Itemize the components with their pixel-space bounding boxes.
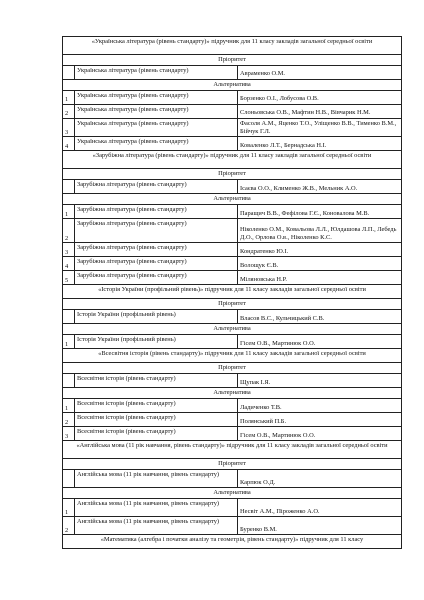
- section-title: «Зарубіжна література (рівень стандарту)» підручник для 11 класу закладів загальної середньої освіти: [63, 151, 402, 169]
- table-row: [63, 335, 402, 349]
- book-authors: Ладиченко Т.В.: [238, 399, 402, 413]
- table-row: [63, 219, 402, 243]
- book-title: Англійська мова (11 рік навчання, рівень стандарту): [75, 499, 238, 517]
- book-authors: Авраменко О.М.: [238, 66, 402, 80]
- table-row: [63, 427, 402, 441]
- table-row: [63, 499, 402, 517]
- row-number: [63, 180, 75, 194]
- table-row: [63, 105, 402, 119]
- textbook-selection-table: [62, 36, 402, 549]
- row-number: [63, 66, 75, 80]
- book-title: Історія України (профільний рівень): [75, 335, 238, 349]
- table-row: [63, 470, 402, 488]
- book-title: Українська література (рівень стандарту): [75, 137, 238, 151]
- book-authors: Ніколенко О.М., Ковальова Л.Л., Юлдашова Л.П., Лебедь Д.О., Орлова О.в., Ніколенко К.С.: [238, 219, 402, 243]
- book-title: Українська література (рівень стандарту): [75, 91, 238, 105]
- row-number: 1: [63, 335, 75, 349]
- row-number: 4: [63, 257, 75, 271]
- book-authors: Карпюк О.Д.: [238, 470, 402, 488]
- row-number: 3: [63, 119, 75, 137]
- book-title: Українська література (рівень стандарту): [75, 66, 238, 80]
- book-authors: Полянський П.Б.: [238, 413, 402, 427]
- book-title: Всесвітня історія (рівень стандарту): [75, 413, 238, 427]
- row-number: 1: [63, 399, 75, 413]
- book-title: Англійська мова (11 рік навчання, рівень стандарту): [75, 517, 238, 535]
- book-authors: Слоньовська О.В., Мафтин Н.В., Вівчарик Н.М.: [238, 105, 402, 119]
- book-authors: Фасоля А.М., Яценко Т.О., Уліщенко В.В., Тименко В.М., Бійчук Г.Л.: [238, 119, 402, 137]
- row-number: 4: [63, 137, 75, 151]
- section-title: «Англійська мова (11 рік навчання, рівень стандарту)» підручник для 11 класу закладів загальної середньої освіти: [63, 441, 402, 459]
- priority-label: Пріоритет: [63, 363, 402, 374]
- book-authors: Буренко В.М.: [238, 517, 402, 535]
- table-row: [63, 205, 402, 219]
- priority-label: Пріоритет: [63, 169, 402, 180]
- book-title: Зарубіжна література (рівень стандарту): [75, 205, 238, 219]
- book-authors: Несвіт А.М., Піроженко А.О.: [238, 499, 402, 517]
- priority-label: Пріоритет: [63, 459, 402, 470]
- book-authors: Міляновська Н.Р.: [238, 271, 402, 285]
- book-title: Зарубіжна література (рівень стандарту): [75, 219, 238, 243]
- book-authors: Щупак І.Я.: [238, 374, 402, 388]
- book-authors: Кондратенко Ю.І.: [238, 243, 402, 257]
- book-title: Історія України (профільний рівень): [75, 310, 238, 324]
- book-title: Зарубіжна література (рівень стандарту): [75, 180, 238, 194]
- book-title: Зарубіжна література (рівень стандарту): [75, 257, 238, 271]
- table-row: [63, 119, 402, 137]
- table-row: [63, 137, 402, 151]
- row-number: 1: [63, 205, 75, 219]
- book-authors: Власов В.С., Кульчицький С.В.: [238, 310, 402, 324]
- row-number: 2: [63, 517, 75, 535]
- row-number: 5: [63, 271, 75, 285]
- section-title: «Українська література (рівень стандарту)» підручник для 11 класу закладів загальної середньої освіти: [63, 37, 402, 55]
- book-authors: Гісем О.В., Мартинюк О.О.: [238, 427, 402, 441]
- table-row: [63, 91, 402, 105]
- table-row: [63, 180, 402, 194]
- row-number: 3: [63, 427, 75, 441]
- table-row: [63, 243, 402, 257]
- book-authors: Коваленко Л.Т., Бернадська Н.І.: [238, 137, 402, 151]
- row-number: 3: [63, 243, 75, 257]
- row-number: 1: [63, 91, 75, 105]
- row-number: 2: [63, 105, 75, 119]
- table-row: [63, 374, 402, 388]
- book-title: Англійська мова (11 рік навчання, рівень стандарту): [75, 470, 238, 488]
- table-row: [63, 66, 402, 80]
- table-row: [63, 271, 402, 285]
- section-title: «Історія України (профільний рівень)» підручник для 11 класу закладів загальної середньої освіти: [63, 285, 402, 299]
- book-title: Зарубіжна література (рівень стандарту): [75, 243, 238, 257]
- book-authors: Борзенко О.І., Лобусова О.В.: [238, 91, 402, 105]
- book-title: Всесвітня історія (рівень стандарту): [75, 374, 238, 388]
- table-row: [63, 310, 402, 324]
- row-number: [63, 374, 75, 388]
- table-row: [63, 413, 402, 427]
- row-number: 2: [63, 413, 75, 427]
- book-authors: Гісем О.В., Мартинюк О.О.: [238, 335, 402, 349]
- book-title: Всесвітня історія (рівень стандарту): [75, 427, 238, 441]
- row-number: 2: [63, 219, 75, 243]
- book-title: Українська література (рівень стандарту): [75, 119, 238, 137]
- table-row: [63, 517, 402, 535]
- row-number: [63, 310, 75, 324]
- priority-label: Пріоритет: [63, 299, 402, 310]
- book-title: Всесвітня історія (рівень стандарту): [75, 399, 238, 413]
- priority-label: Пріоритет: [63, 55, 402, 66]
- book-title: Зарубіжна література (рівень стандарту): [75, 271, 238, 285]
- table-row: [63, 257, 402, 271]
- book-authors: Волощук Є.В.: [238, 257, 402, 271]
- section-title: «Всесвітня історія (рівень стандарту)» підручник для 11 класу закладів загальної середньої освіти: [63, 349, 402, 363]
- table-row: [63, 399, 402, 413]
- section-title: «Математика (алгебра і початки аналізу та геометрія, рівень стандарту)» підручник для 11 класу: [63, 535, 402, 549]
- row-number: [63, 470, 75, 488]
- book-authors: Паращич В.В., Фефілова Г.Є., Коновалова М.В.: [238, 205, 402, 219]
- alternative-label: Альтернатива: [63, 488, 402, 499]
- alternative-label: Альтернатива: [63, 324, 402, 335]
- alternative-label: Альтернатива: [63, 194, 402, 205]
- alternative-label: Альтернатива: [63, 80, 402, 91]
- book-title: Українська література (рівень стандарту): [75, 105, 238, 119]
- document-page: [62, 36, 401, 549]
- alternative-label: Альтернатива: [63, 388, 402, 399]
- book-authors: Ісаєва О.О., Клименко Ж.В., Мельник А.О.: [238, 180, 402, 194]
- row-number: 1: [63, 499, 75, 517]
